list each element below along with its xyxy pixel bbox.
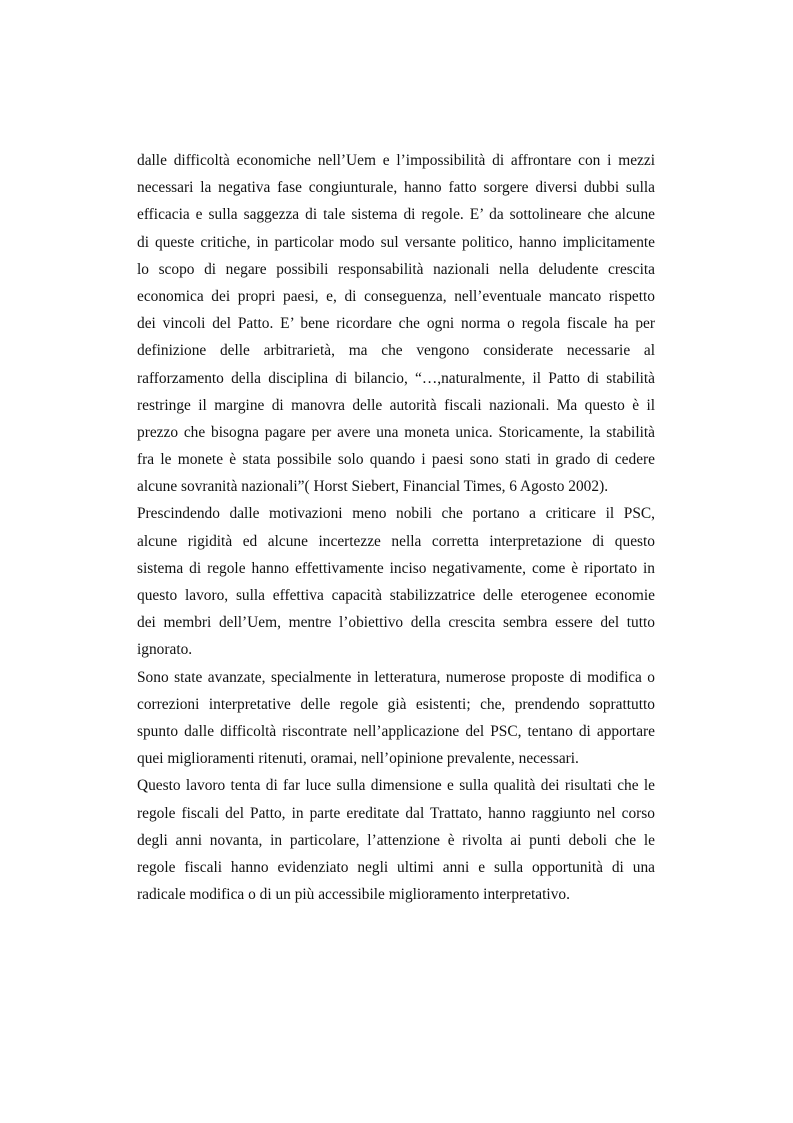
text-line: Prescindendo dalle motivazioni meno nobili che portano a criticare il PSC, — [137, 505, 655, 523]
text-line: definizione delle arbitrarietà, ma che vengono considerate necessarie al — [137, 342, 655, 360]
paragraph-3 — [137, 664, 655, 773]
text-line: dei vincoli del Patto. E’ bene ricordare che ogni norma o regola fiscale ha per — [137, 315, 655, 333]
text-line: ignorato. — [137, 641, 193, 659]
text-line: degli anni novanta, in particolare, l’attenzione è rivolta ai punti deboli che le — [137, 831, 655, 849]
text-line: prezzo che bisogna pagare per avere una moneta unica. Storicamente, la stabilità — [137, 423, 655, 441]
text-line: regole fiscali del Patto, in parte ereditate dal Trattato, hanno raggiunto nel corso — [137, 804, 655, 822]
text-line: sistema di regole hanno effettivamente inciso negativamente, come è riportato in — [137, 559, 655, 577]
text-line: alcune sovranità nazionali”( Horst Siebert, Financial Times, 6 Agosto 2002). — [137, 478, 609, 496]
text-line: restringe il margine di manovra delle autorità fiscali nazionali. Ma questo è il — [137, 396, 655, 414]
text-line: questo lavoro, sulla effettiva capacità stabilizzatrice delle eterogenee economie — [137, 587, 655, 604]
text-line: efficacia e sulla saggezza di tale sistema di regole. E’ da sottolineare che alcune — [137, 206, 655, 224]
body-text — [137, 147, 655, 908]
text-line: correzioni interpretative delle regole già esistenti; che, prendendo soprattutto — [137, 695, 655, 713]
text-line: Questo lavoro tenta di far luce sulla dimensione e sulla qualità dei risultati che le — [137, 777, 655, 795]
paragraph-4 — [137, 772, 655, 908]
text-line: alcune rigidità ed alcune incertezze nella corretta interpretazione di questo — [137, 532, 655, 550]
text-line: lo scopo di negare possibili responsabilità nazionali nella deludente crescita — [137, 260, 655, 278]
text-line: regole fiscali hanno evidenziato negli ultimi anni e sulla opportunità di una — [137, 858, 655, 876]
text-line: dalle difficoltà economiche nell’Uem e l’impossibilità di affrontare con i mezzi — [137, 152, 655, 169]
text-line: necessari la negativa fase congiunturale, hanno fatto sorgere diversi dubbi sulla — [137, 179, 655, 197]
text-line: dei membri dell’Uem, mentre l’obiettivo della crescita sembra essere del tutto — [137, 614, 655, 632]
text-line: Sono state avanzate, specialmente in letteratura, numerose proposte di modifica o — [137, 668, 655, 686]
text-line: quei miglioramenti ritenuti, oramai, nell’opinione prevalente, necessari. — [137, 750, 579, 768]
text-line: radicale modifica o di un più accessibile miglioramento interpretativo. — [137, 886, 570, 904]
text-line: rafforzamento della disciplina di bilancio, “…,naturalmente, il Patto di stabilità — [137, 369, 655, 387]
paragraph-1 — [137, 147, 655, 500]
text-line: di queste critiche, in particolar modo sul versante politico, hanno implicitamente — [137, 233, 655, 251]
text-line: fra le monete è stata possibile solo quando i paesi sono stati in grado di cedere — [137, 451, 655, 469]
text-line: economica dei propri paesi, e, di conseguenza, nell’eventuale mancato rispetto — [137, 287, 655, 305]
text-line: spunto dalle difficoltà riscontrate nell’applicazione del PSC, tentano di apportare — [137, 722, 655, 740]
paragraph-2 — [137, 500, 655, 663]
